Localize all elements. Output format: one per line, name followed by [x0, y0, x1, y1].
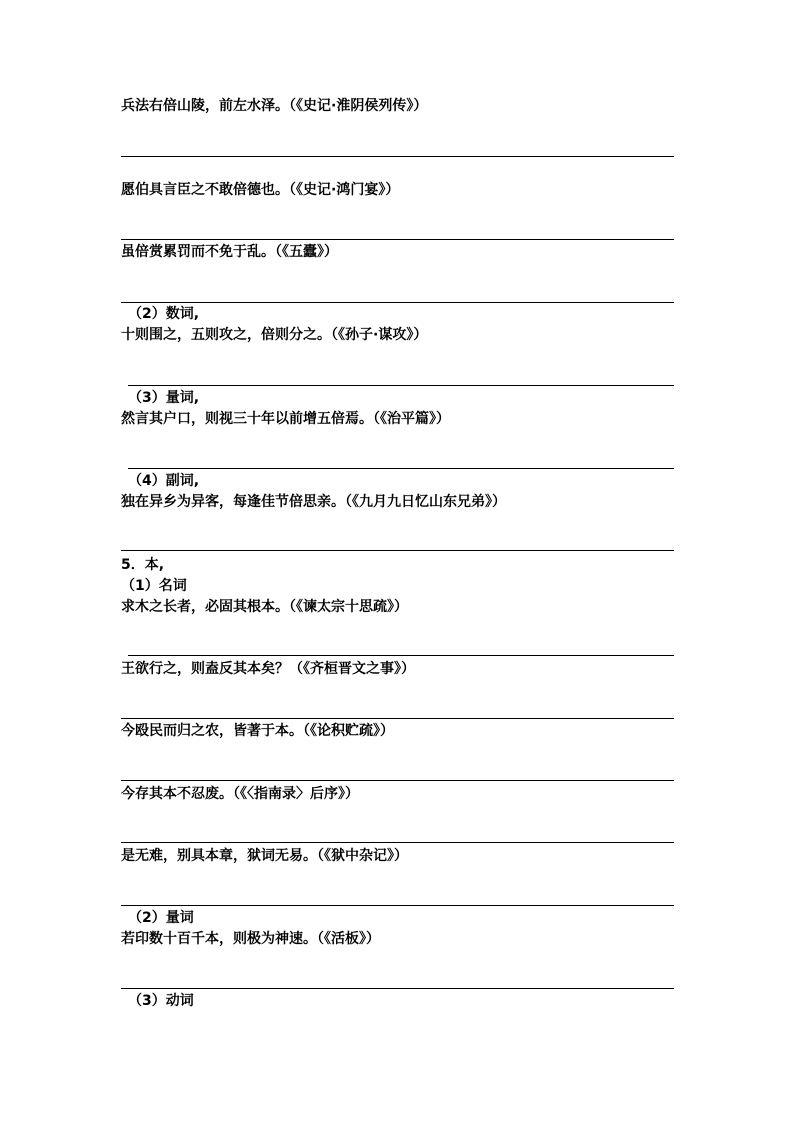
- section-heading: （2）量词: [128, 910, 194, 926]
- answer-line: [128, 655, 674, 656]
- section-heading: 5．本,: [121, 557, 165, 573]
- section-heading: （3）量词,: [128, 390, 200, 406]
- section-heading: （2）数词,: [128, 306, 200, 322]
- answer-line: [121, 239, 674, 240]
- answer-line: [121, 905, 674, 906]
- section-heading: （3）动词: [128, 993, 194, 1009]
- answer-line: [128, 385, 674, 386]
- example-sentence: 然言其户口，则视三十年以前增五倍焉。（《治平篇》）: [121, 411, 450, 427]
- section-heading: （4）副词,: [128, 473, 200, 489]
- example-sentence: 十则围之，五则攻之，倍则分之。（《孙子·谋攻》）: [121, 327, 428, 343]
- example-sentence: 虽倍赏累罚而不免于乱。（《五蠹》）: [121, 244, 338, 260]
- example-sentence: 独在异乡为异客，每逢佳节倍思亲。（《九月九日忆山东兄弟》）: [121, 494, 506, 510]
- example-sentence: 若印数十百千本，则极为神速。（《活板》）: [121, 931, 380, 947]
- example-sentence: 愿伯具言臣之不敢倍德也。（《史记·鸿门宴》）: [121, 182, 400, 198]
- answer-line: [121, 780, 674, 781]
- example-sentence: 求木之长者，必固其根本。（《谏太宗十思疏》）: [121, 599, 408, 615]
- answer-line: [128, 468, 674, 469]
- example-sentence: 是无难，别具本章，狱词无易。（《狱中杂记》）: [121, 848, 408, 864]
- example-sentence: 兵法右倍山陵，前左水泽。（《史记·淮阴侯列传》）: [121, 98, 428, 114]
- example-sentence: 今殴民而归之农，皆著于本。（《论积贮疏》）: [121, 723, 394, 739]
- answer-line: [121, 550, 674, 551]
- answer-line: [121, 988, 674, 989]
- answer-line: [121, 842, 674, 843]
- answer-line: [121, 302, 674, 303]
- section-heading: （1）名词: [121, 578, 187, 594]
- example-sentence: 王欲行之，则盍反其本矣？（《齐桓晋文之事》）: [121, 661, 415, 677]
- example-sentence: 今存其本不忍废。（《〈指南录〉后序》）: [121, 786, 359, 802]
- answer-line: [121, 718, 674, 719]
- answer-line: [121, 156, 674, 157]
